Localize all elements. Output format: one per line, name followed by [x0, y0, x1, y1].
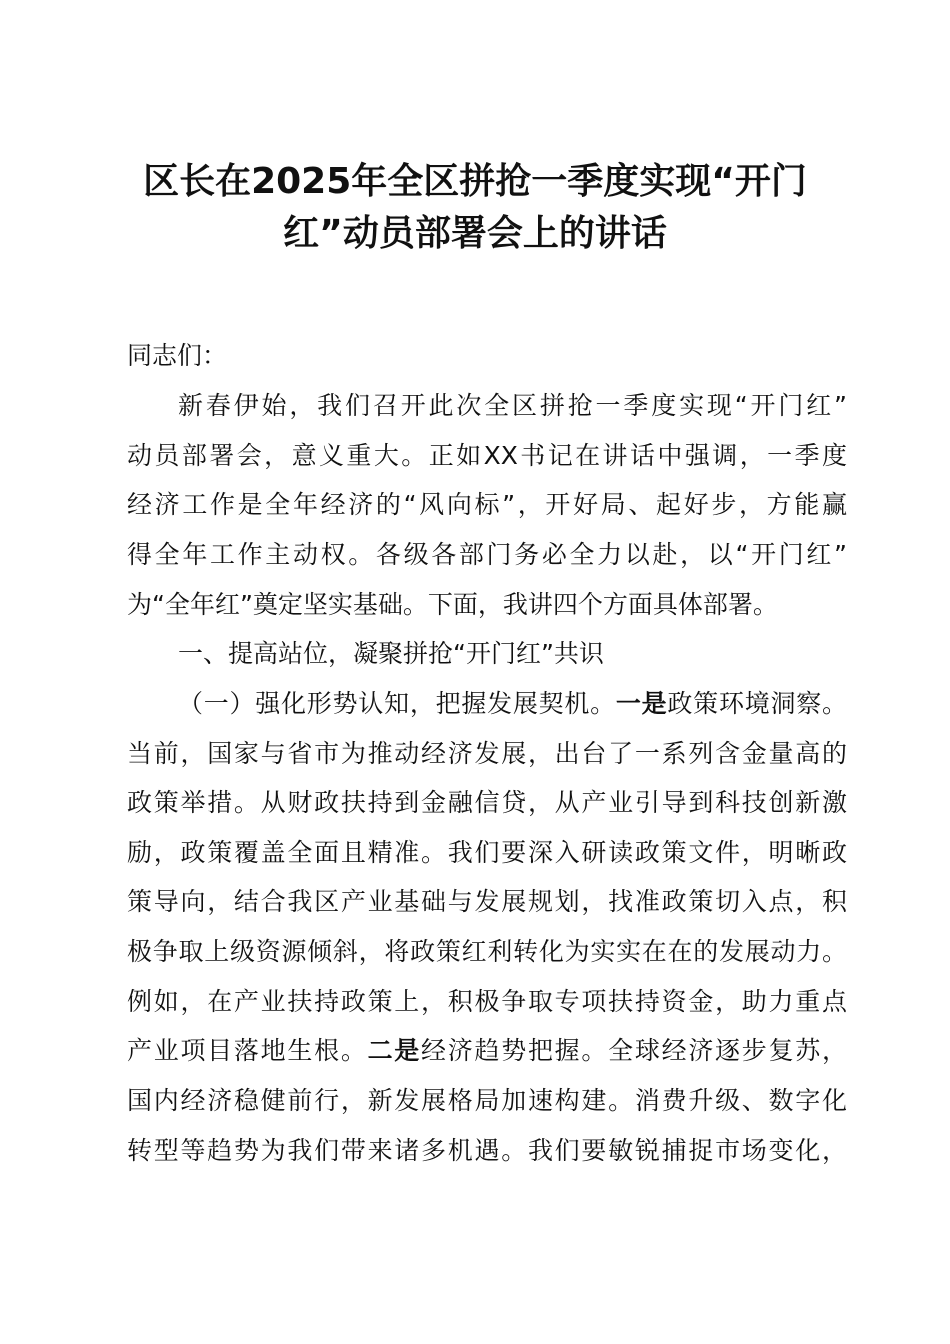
subsection-topic: 政策环境洞察。	[667, 689, 847, 718]
emphasis-second: 二是	[367, 1036, 422, 1065]
document-title-line-2: 红”动员部署会上的讲话	[283, 213, 667, 254]
paragraph-line: 励，政策覆盖全面且精准。我们要深入研读政策文件，明晰政	[127, 838, 847, 867]
sentence-text: 产业项目落地生根。	[127, 1036, 368, 1065]
subsection-heading: （一）强化形势认知，把握发展契机。	[178, 689, 616, 718]
paragraph-line: 当前，国家与省市为推动经济发展，出台了一系列含金量高的	[127, 739, 847, 768]
paragraph-line: 国内经济稳健前行，新发展格局加速构建。消费升级、数字化	[127, 1086, 847, 1115]
document-title-line-1: 区长在2025年全区拼抢一季度实现“开门	[143, 161, 807, 202]
paragraph-line: 策导向，结合我区产业基础与发展规划，找准政策切入点，积	[127, 887, 847, 916]
paragraph-line	[127, 1036, 847, 1066]
paragraph-line: 新春伊始，我们召开此次全区拼抢一季度实现“开门红”	[178, 391, 847, 420]
paragraph-line: 极争取上级资源倾斜，将政策红利转化为实实在在的发展动力。	[127, 937, 847, 966]
paragraph-line: 为“全年红”奠定坚实基础。下面，我讲四个方面具体部署。	[127, 590, 778, 619]
sentence-text: 经济趋势把握。全球经济逐步复苏，	[421, 1036, 847, 1065]
paragraph-line: 动员部署会，意义重大。正如XX书记在讲话中强调，一季度	[127, 441, 847, 470]
paragraph-line: 例如，在产业扶持政策上，积极争取专项扶持资金，助力重点	[127, 987, 847, 1016]
section-heading: 一、提高站位，凝聚拼抢“开门红”共识	[178, 639, 604, 668]
paragraph-line: 转型等趋势为我们带来诸多机遇。我们要敏锐捕捉市场变化，	[127, 1136, 847, 1165]
greeting: 同志们：	[127, 341, 228, 370]
paragraph-line: 政策举措。从财政扶持到金融信贷，从产业引导到科技创新激	[127, 788, 847, 817]
paragraph-line: 得全年工作主动权。各级各部门务必全力以赴，以“开门红”	[127, 540, 847, 569]
subsection-line	[178, 689, 847, 719]
emphasis-first: 一是	[615, 689, 668, 718]
paragraph-line: 经济工作是全年经济的“风向标”，开好局、起好步，方能赢	[127, 490, 847, 519]
